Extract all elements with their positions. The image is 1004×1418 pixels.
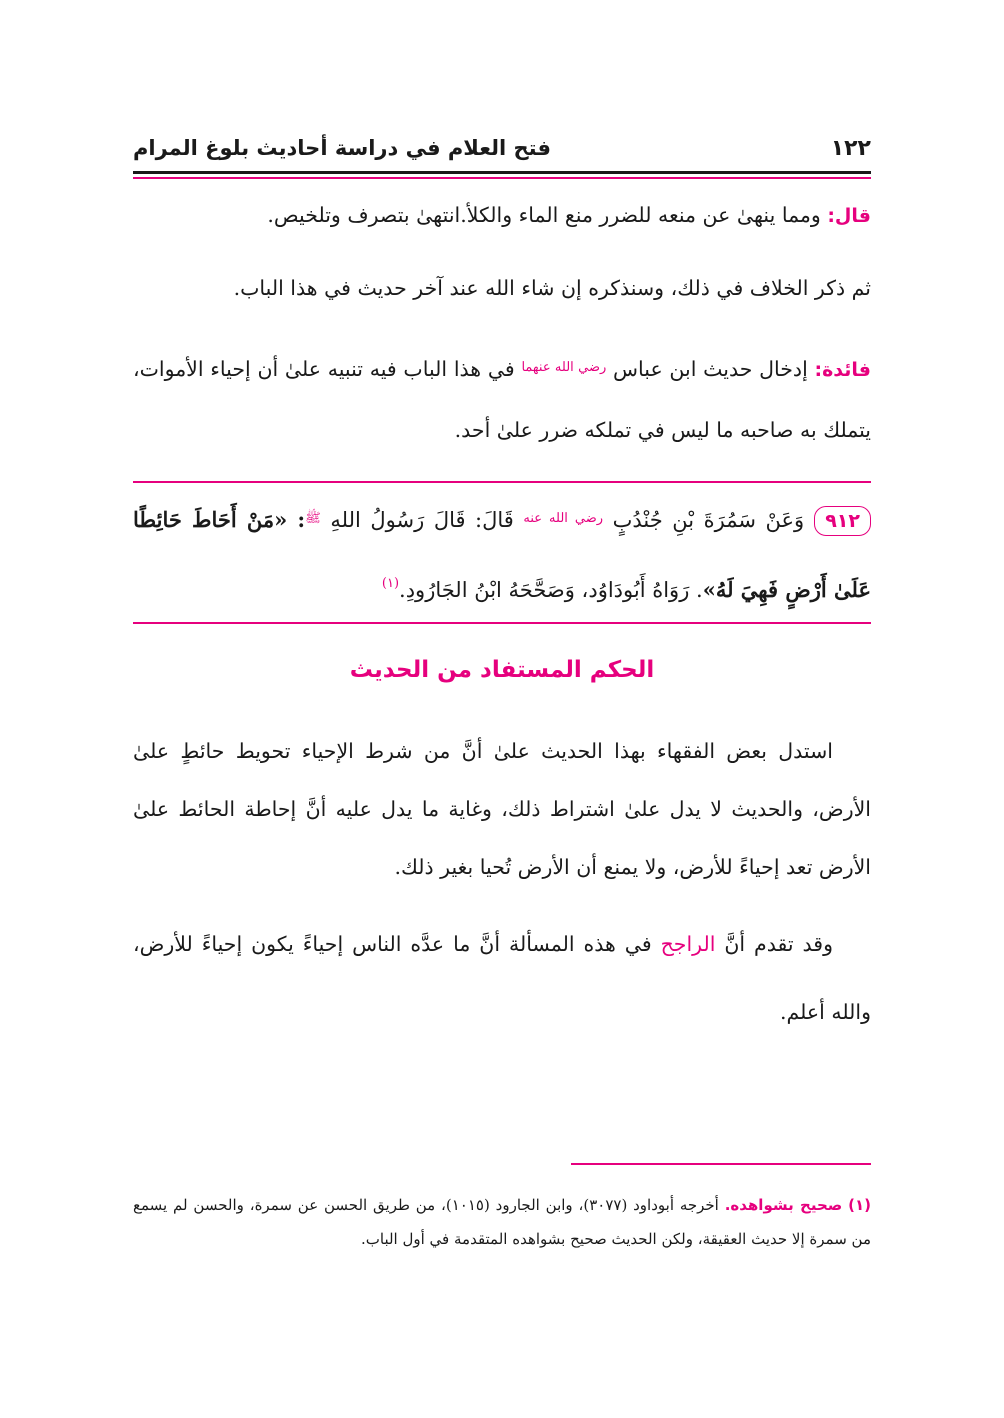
hadith-number-badge: ٩١٢ (814, 506, 871, 536)
hadith-top-rule (133, 481, 871, 483)
footnote-reference[interactable]: (١) (381, 576, 400, 591)
paragraph-lead: فائدة: (814, 359, 871, 381)
paragraph-qala (133, 185, 871, 246)
footnote-separator (571, 1163, 871, 1165)
footnote (133, 1188, 871, 1256)
page-number: ١٢٢ (830, 135, 871, 161)
paragraph-text: ومما ينهىٰ عن منعه للضرر منع الماء والكلأ.انتهىٰ بتصرف وتلخيص. (267, 203, 828, 227)
footnote-text: أخرجه أبوداود (٣٠٧٧)، وابن الجارود (١٠١٥)، من طريق الحسن عن سمرة، والحسن لم يسمع من سمرة إلا حديث العقيقة، ولكن الحديث صحيح بشواهده المتقدمة في أول الباب. (133, 1196, 871, 1248)
honorific-glyph: رضي الله عنهما (521, 360, 607, 375)
header-rule-accent (133, 177, 871, 179)
footnote-marker: (١) (848, 1196, 871, 1214)
hadith-source: . رَوَاهُ أَبُودَاوُد، وَصَحَّحَهُ ابْنُ الجَارُودِ. (399, 578, 703, 602)
paragraph-text: ثم ذكر الخلاف في ذلك، وسنذكره إن شاء الله عند آخر حديث في هذا الباب. (233, 276, 871, 300)
book-page (133, 0, 871, 1418)
hadith-intro: وَعَنْ سَمُرَةَ بْنِ جُنْدُبٍ (603, 508, 805, 532)
paragraph-lead: قال: (827, 205, 871, 227)
header-rule (133, 171, 871, 174)
salawat-glyph: ﷺ (305, 511, 321, 526)
hadith-bottom-rule (133, 622, 871, 624)
hadith-said: قَالَ: قَالَ رَسُولُ اللهِ (320, 508, 524, 532)
paragraph-text-a: وقد تقدم أنَّ (715, 932, 833, 956)
paragraph-text-a: إدخال حديث ابن عباس (606, 357, 815, 381)
highlighted-term: الراجح (660, 932, 716, 956)
paragraph-rajih (133, 910, 871, 1046)
paragraph-text-b: في هذا الباب فيه تنبيه علىٰ أن إحياء الأموات، يتملك به صاحبه ما ليس في تملكه ضرر علىٰ أحد. (133, 357, 871, 442)
hadith-block (133, 487, 871, 622)
running-header (133, 130, 871, 166)
paragraph-khilaf (133, 258, 871, 318)
paragraph-faidah (133, 338, 871, 460)
section-heading: الحكم المستفاد من الحديث (349, 657, 655, 683)
footnote-grade: صحيح بشواهده. (724, 1196, 843, 1214)
hadith-quote: : «مَنْ أَحَاطَ حَائِطًا عَلَىٰ أَرْضٍ فَهِيَ لَهُ» (133, 507, 871, 602)
paragraph-istidlal (133, 722, 871, 896)
book-title: فتح العلام في دراسة أحاديث بلوغ المرام (133, 136, 551, 160)
honorific-glyph: رضي الله عنه (523, 511, 604, 526)
paragraph-text-b: في هذه المسألة أنَّ ما عدَّه الناس إحياءً يكون إحياءً للأرض، والله أعلم. (133, 932, 871, 1024)
paragraph-text: استدل بعض الفقهاء بهذا الحديث علىٰ أنَّ من شرط الإحياء تحويط حائطٍ علىٰ الأرض، والحديث لا يدل علىٰ اشتراط ذلك، وغاية ما يدل عليه أنَّ إحاطة الحائط علىٰ الأرض تعد إحياءً للأرض، ولا يمنع أن الأرض تُحيا بغير ذلك. (133, 739, 871, 879)
